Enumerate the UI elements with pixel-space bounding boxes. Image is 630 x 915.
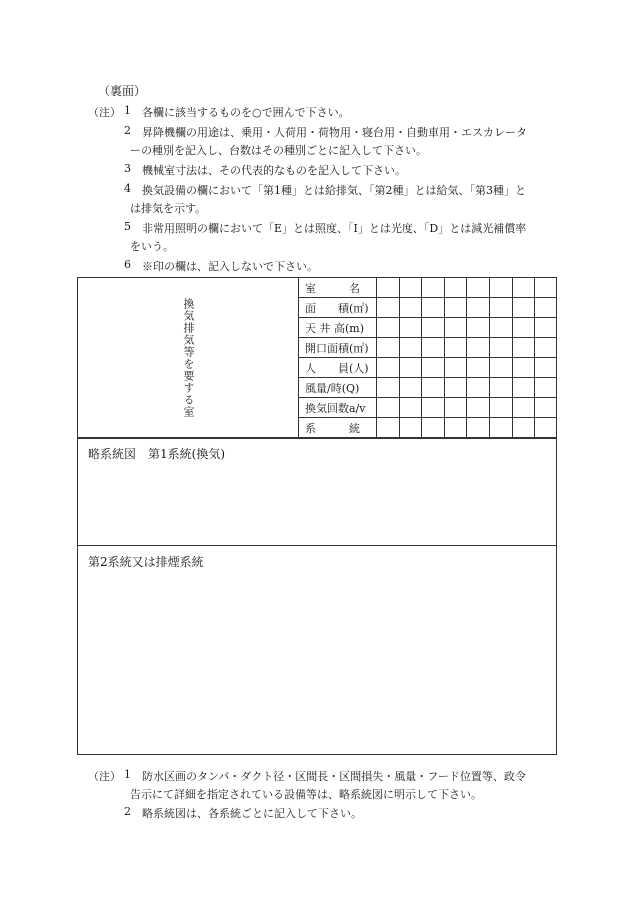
table-cell[interactable] <box>444 418 466 438</box>
table-cell[interactable] <box>535 398 556 418</box>
footer-note-2-number: 2 <box>124 805 131 818</box>
system1-title: 略系統図 第1系統(換気) <box>88 447 225 461</box>
note-1-text: 各欄に該当するものを○で囲んで下さい。 <box>142 106 350 119</box>
table-cell[interactable] <box>399 398 421 418</box>
table-cell[interactable] <box>422 298 444 318</box>
notes-prefix: （注） <box>88 106 121 119</box>
note-5-text-line2: をいう。 <box>130 240 174 253</box>
table-cell[interactable] <box>490 338 512 358</box>
table-cell[interactable] <box>467 318 490 338</box>
table-cell[interactable] <box>490 318 512 338</box>
row-label-ceiling-height: 天 井 高(m) <box>299 318 377 338</box>
system2-title: 第2系統又は排煙系統 <box>88 555 204 569</box>
table-cell[interactable] <box>444 318 466 338</box>
table-cell[interactable] <box>422 398 444 418</box>
table-cell[interactable] <box>535 318 556 338</box>
footer-note-2-text: 略系統図は、各系統ごとに記入して下さい。 <box>142 807 362 820</box>
table-cell[interactable] <box>399 378 421 398</box>
note-2-text-line1: 昇降機欄の用途は、乗用・人荷用・荷物用・寝台用・自動車用・エスカレータ <box>142 126 527 139</box>
note-1-number: 1 <box>124 104 131 117</box>
table-cell[interactable] <box>512 278 534 298</box>
table-cell[interactable] <box>535 358 556 378</box>
table-cell[interactable] <box>399 278 421 298</box>
table-cell[interactable] <box>467 418 490 438</box>
table-cell[interactable] <box>535 298 556 318</box>
footer-prefix: （注） <box>88 770 121 783</box>
note-4-number: 4 <box>124 182 131 195</box>
page-heading: （裏面） <box>98 84 147 98</box>
table-cell[interactable] <box>376 318 399 338</box>
table-cell[interactable] <box>490 358 512 378</box>
table-cell[interactable] <box>512 418 534 438</box>
table-cell[interactable] <box>535 378 556 398</box>
row-label-air-changes: 換気回数a/v <box>299 398 377 418</box>
table-cell[interactable] <box>444 278 466 298</box>
table-cell[interactable] <box>422 338 444 358</box>
note-2-text-line2: ーの種別を記入し、台数はその種別ごとに記入して下さい。 <box>130 144 427 157</box>
table-cell[interactable] <box>490 418 512 438</box>
table-cell[interactable] <box>512 398 534 418</box>
table-cell[interactable] <box>422 318 444 338</box>
note-6-number: 6 <box>124 258 131 271</box>
table-cell[interactable] <box>376 298 399 318</box>
table-cell[interactable] <box>467 378 490 398</box>
table-cell[interactable] <box>376 278 399 298</box>
note-4-text-line2: は排気を示す。 <box>130 202 207 215</box>
table-cell[interactable] <box>512 358 534 378</box>
table-cell[interactable] <box>444 338 466 358</box>
table-cell[interactable] <box>467 338 490 358</box>
note-6-text: ※印の欄は、記入しないで下さい。 <box>142 260 318 273</box>
table-cell[interactable] <box>512 298 534 318</box>
note-2-number: 2 <box>124 124 131 137</box>
side-label: 換気排気等を要する室 <box>78 278 299 438</box>
table-cell[interactable] <box>512 318 534 338</box>
footer-note-1-number: 1 <box>124 768 131 781</box>
notes-section <box>0 0 630 280</box>
table-cell[interactable] <box>376 338 399 358</box>
table-cell[interactable] <box>399 418 421 438</box>
row-label-opening-area: 開口面積(㎡) <box>299 338 377 358</box>
note-5-number: 5 <box>124 220 131 233</box>
table-cell[interactable] <box>490 298 512 318</box>
table-cell[interactable] <box>444 358 466 378</box>
table-cell[interactable] <box>422 378 444 398</box>
system1-diagram-area[interactable] <box>78 438 556 546</box>
table-cell[interactable] <box>399 338 421 358</box>
note-3-text: 機械室寸法は、その代表的なものを記入して下さい。 <box>142 164 406 177</box>
table-cell[interactable] <box>399 318 421 338</box>
table-cell[interactable] <box>467 398 490 418</box>
table-cell[interactable] <box>535 278 556 298</box>
table-cell[interactable] <box>376 378 399 398</box>
table-cell[interactable] <box>376 398 399 418</box>
table-cell[interactable] <box>467 298 490 318</box>
table-cell[interactable] <box>490 278 512 298</box>
table-cell[interactable] <box>512 338 534 358</box>
table-cell[interactable] <box>512 378 534 398</box>
row-label-airflow: 風量/時(Q) <box>299 378 377 398</box>
table-cell[interactable] <box>376 358 399 378</box>
table-cell[interactable] <box>467 358 490 378</box>
table-cell[interactable] <box>490 398 512 418</box>
row-label-area: 面 積(㎡) <box>299 298 377 318</box>
note-5-text-line1: 非常用照明の欄において「E」とは照度、「I」とは光度、「D」とは減光補償率 <box>142 222 527 235</box>
table-cell[interactable] <box>444 378 466 398</box>
row-label-room-name: 室 名 <box>299 278 377 298</box>
note-3-number: 3 <box>124 162 131 175</box>
room-table <box>78 278 556 438</box>
table-cell[interactable] <box>376 418 399 438</box>
footer-note-1-text-line2: 告示にて詳細を指定されている設備等は、略系統図に明示して下さい。 <box>130 788 482 801</box>
table-cell[interactable] <box>422 278 444 298</box>
table-cell[interactable] <box>490 378 512 398</box>
footer-notes <box>0 760 630 840</box>
table-cell[interactable] <box>535 338 556 358</box>
note-4-text-line1: 換気設備の欄において「第1種」とは給排気、「第2種」とは給気、「第3種」と <box>142 184 526 197</box>
table-cell[interactable] <box>444 398 466 418</box>
table-cell[interactable] <box>399 298 421 318</box>
table-cell[interactable] <box>422 358 444 378</box>
row-label-system: 系 統 <box>299 418 377 438</box>
table-cell[interactable] <box>422 418 444 438</box>
table-cell[interactable] <box>444 298 466 318</box>
row-label-occupants: 人 員(人) <box>299 358 377 378</box>
table-row <box>78 278 556 298</box>
table-cell[interactable] <box>535 418 556 438</box>
table-cell[interactable] <box>399 358 421 378</box>
ventilation-form <box>77 277 557 755</box>
table-cell[interactable] <box>467 278 490 298</box>
footer-note-1-text-line1: 防水区画のタンパ・ダクト径・区間長・区間損失・風量・フード位置等、政令 <box>142 770 526 783</box>
